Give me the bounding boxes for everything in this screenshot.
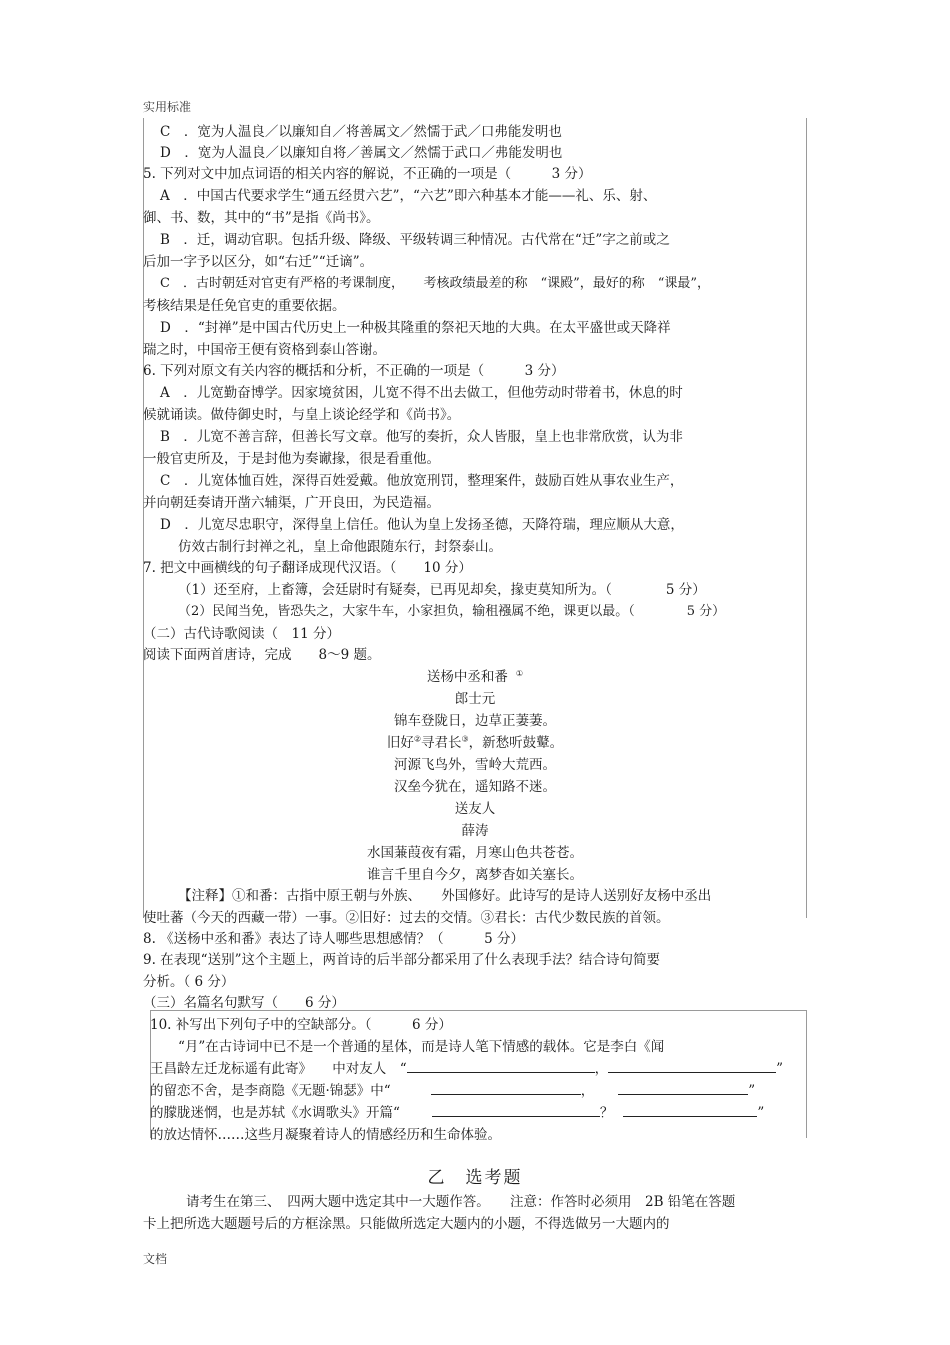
q4-option-c: C ．宽为人温良／以廉知自／将善属文／然懦于武／口弗能发明也 [160, 124, 562, 140]
poem2-line2: 谁言千里自今夕，离梦杳如关塞长。 [367, 867, 583, 883]
q10-line4-text: 的朦胧迷惘，也是苏轼《水调歌头》开篇“ [150, 1105, 400, 1121]
q10-line4-end: ” [757, 1105, 765, 1121]
q5-stem: 5. 下列对文中加点词语的相关内容的解说，不正确的一项是（ 3 分） [143, 166, 592, 182]
q5-c-line2: 考核结果是任免官吏的重要依据。 [143, 298, 346, 314]
q10-line2 [150, 1057, 783, 1077]
poem1-title-line [0, 665, 950, 685]
section2-title: （二）古代诗歌阅读（ 11 分） [143, 626, 340, 642]
q6-d-line2: 仿效古制行封禅之礼，皇上命他跟随东行，封祭泰山。 [178, 539, 502, 555]
q10-para-line1: “月”在古诗词中已不是一个普通的星体，而是诗人笔下情感的载体。它是李白《闻 [178, 1039, 665, 1055]
poem1-line2-part2: 寻君长 [421, 735, 462, 751]
poem2-title: 送友人 [454, 801, 496, 817]
blank-6[interactable] [623, 1103, 757, 1117]
q6-c-line1: C ．儿宽体恤百姓，深得百姓爱戴。他放宽刑罚，整理案件，鼓励百姓从事农业生产， [160, 473, 684, 489]
poem1-line2-part1: 旧好 [386, 735, 414, 751]
blank-3[interactable] [431, 1081, 581, 1095]
section3-title: （三）名篇名句默写（ 6 分） [143, 995, 345, 1011]
section-yi-line2: 卡上把所选大题题号后的方框涂黑。只能做所选定大题内的小题，不得选做另一大题内的 [143, 1216, 670, 1232]
poem1-line1: 锦车登陇日，边草正萋萋。 [394, 713, 556, 729]
q4-option-d: D ．宽为人温良／以廉知自将／善属文／然懦于武口／弗能发明也 [160, 145, 563, 161]
q5-d-line2: 瑞之时，中国帝王便有资格到泰山答谢。 [143, 342, 386, 358]
q10-line4 [150, 1101, 764, 1121]
poem1-line3: 河源飞鸟外，雪岭大荒西。 [394, 757, 556, 773]
poem1-line4: 汉垒今犹在，遥知路不迷。 [394, 779, 556, 795]
poem1-line2 [0, 731, 950, 751]
poem1-line2-part3: ，新愁听鼓鼙。 [468, 735, 564, 751]
page-footer: 文档 [143, 1252, 168, 1266]
poem2-line1: 水国蒹葭夜有霜，月寒山色共苍苍。 [367, 845, 583, 861]
poem-notes-line1: 【注释】①和番：古指中原王朝与外族、 外国修好。此诗写的是诗人送别好友杨中丞出 [178, 888, 712, 904]
q6-a-line1: A ．儿宽勤奋博学。因家境贫困，儿宽不得不出去做工，但他劳动时带着书，休息的时 [160, 385, 683, 401]
q9-line1: 9. 在表现“送别”这个主题上，两首诗的后半部分都采用了什么表现手法？结合诗句简要 [143, 952, 660, 968]
poem1-author: 郎士元 [454, 691, 496, 707]
q10-line3 [150, 1079, 755, 1099]
q10-line2-sep: ， [594, 1061, 609, 1077]
q5-b-line1: B ．迁，调动官职。包括升级、降级、平级转调三种情况。古代常在“迁”字之前或之 [160, 232, 670, 248]
q10-stem: 10. 补写出下列句子中的空缺部分。（ 6 分） [150, 1017, 452, 1033]
section-yi-line1: 请考生在第三、 四两大题中选定其中一大题作答。 注意：作答时必须用 2B 铅笔在答题 [186, 1194, 736, 1210]
q10-line3-text: 的留恋不舍，是李商隐《无题·锦瑟》中“ [150, 1083, 391, 1099]
poem1-note-mark: ① [515, 668, 524, 678]
q5-b-line2: 后加一字予以区分，如“右迁”“迁谪”。 [143, 254, 374, 270]
q10-line5: 的放达情怀……这些月凝聚着诗人的情感经历和生命体验。 [150, 1127, 501, 1143]
q5-c-line1: C ．古时朝廷对官吏有严格的考课制度， 考核政绩最差的称 “课殿”，最好的称 “课最”， [160, 276, 711, 291]
q9-line2: 分析。（ 6 分） [143, 974, 235, 990]
q7-sentence-2: （2）民闻当免，皆恐失之，大家牛车，小家担负，输租襁属不绝，课更以最。（ 5 分） [178, 604, 726, 619]
q7-sentence-1: （1）还至府，上畜簿，会廷尉时有疑奏，已再见却矣，掾吏莫知所为。（ 5 分） [178, 582, 706, 598]
section-yi-title: 乙 选考题 [427, 1168, 523, 1188]
blank-5[interactable] [432, 1103, 600, 1117]
blank-1[interactable] [407, 1059, 595, 1073]
q8-stem: 8. 《送杨中丞和番》表达了诗人哪些思想感情？（ 5 分） [143, 931, 525, 947]
poem1-line2-mark2: ② [413, 734, 421, 744]
poem1-line2-mark3: ③ [461, 734, 469, 744]
q5-a-line2: 御、书、数，其中的“书”是指《尚书》。 [143, 210, 380, 226]
section2-intro: 阅读下面两首唐诗，完成 8～9 题。 [143, 647, 381, 663]
q5-a-line1: A ．中国古代要求学生“通五经贯六艺”，“六艺”即六种基本才能——礼、乐、射、 [160, 188, 657, 204]
q6-c-line2: 并向朝廷奏请开凿六辅渠，广开良田，为民造福。 [143, 495, 440, 511]
q10-line4-sep: ？ [599, 1105, 614, 1121]
q10-line3-end: ” [748, 1083, 756, 1099]
q10-line2-text: 王昌龄左迁龙标遥有此寄》 中对友人 “ [150, 1061, 407, 1077]
q5-d-line1: D ．“封禅”是中国古代历史上一种极其隆重的祭祀天地的大典。在太平盛世或天降祥 [160, 320, 671, 336]
q7-stem: 7. 把文中画横线的句子翻译成现代汉语。（ 10 分） [143, 560, 472, 576]
page-header: 实用标准 [143, 100, 192, 114]
q6-d-line1: D ．儿宽尽忠职守，深得皇上信任。他认为皇上发扬圣德，天降符瑞，理应顺从大意， [160, 517, 684, 533]
blank-2[interactable] [608, 1059, 776, 1073]
q6-b-line1: B ．儿宽不善言辞，但善长写文章。他写的奏折，众人皆服，皇上也非常欣赏，认为非 [160, 429, 683, 445]
q6-a-line2: 候就诵读。做侍御史时，与皇上谈论经学和《尚书》。 [143, 407, 461, 423]
q10-right-line [806, 1010, 807, 1138]
q10-line3-sep: ， [580, 1083, 595, 1099]
poem2-author: 薛涛 [461, 823, 489, 839]
q10-line2-end: ” [776, 1061, 784, 1077]
poem-notes-line2: 使吐蕃（今天的西藏一带）一事。②旧好：过去的交情。③君长：古代少数民族的首领。 [143, 910, 670, 926]
poem1-title: 送杨中丞和番 [426, 669, 508, 685]
q6-stem: 6. 下列对原文有关内容的概括和分析，不正确的一项是（ 3 分） [143, 363, 565, 379]
blank-4[interactable] [618, 1081, 748, 1095]
q6-b-line2: 一般官吏所及，于是封他为奏谳掾，很是看重他。 [143, 451, 440, 467]
